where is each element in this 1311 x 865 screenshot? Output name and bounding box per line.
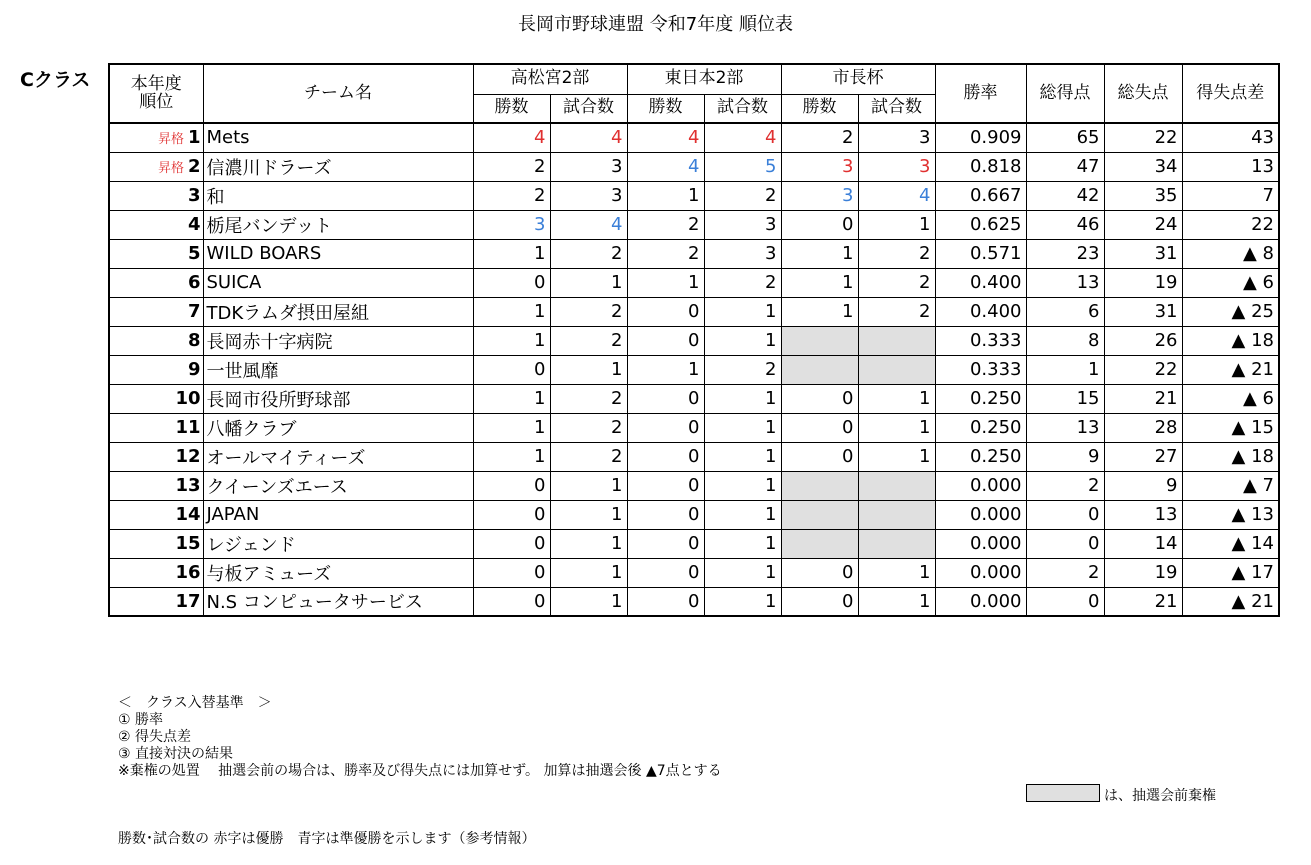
higashi-games: 1 (704, 558, 781, 587)
higashi-games: 1 (704, 297, 781, 326)
forfeit-legend-swatch (1026, 784, 1100, 802)
takamatsu-wins: 2 (473, 181, 550, 210)
rank-cell (109, 326, 203, 355)
table-row (109, 500, 1279, 529)
table-row (109, 268, 1279, 297)
table-row (109, 326, 1279, 355)
team-name: N.S コンピュータサービス (203, 587, 473, 616)
header-higashi: 東日本2部 (627, 64, 781, 94)
class-label: Cクラス (20, 69, 91, 91)
runs-against: 22 (1104, 355, 1182, 384)
runs-against: 14 (1104, 529, 1182, 558)
runs-against: 34 (1104, 152, 1182, 181)
higashi-games: 1 (704, 500, 781, 529)
takamatsu-games: 3 (550, 181, 627, 210)
rank-number: 3 (187, 185, 201, 206)
higashi-games: 1 (704, 587, 781, 616)
team-name: 与板アミューズ (203, 558, 473, 587)
higashi-wins: 0 (627, 326, 704, 355)
mayor-games: 1 (858, 587, 935, 616)
mayor-games (858, 500, 935, 529)
takamatsu-games: 2 (550, 297, 627, 326)
mayor-wins: 0 (781, 413, 858, 442)
higashi-wins: 2 (627, 239, 704, 268)
rank-cell (109, 239, 203, 268)
higashi-wins: 0 (627, 413, 704, 442)
table-row (109, 529, 1279, 558)
takamatsu-games: 1 (550, 268, 627, 297)
mayor-wins: 0 (781, 442, 858, 471)
higashi-wins: 0 (627, 384, 704, 413)
rank-cell (109, 471, 203, 500)
win-rate: 0.000 (935, 558, 1026, 587)
runs-against: 21 (1104, 384, 1182, 413)
rank-number: 1 (187, 127, 201, 149)
rank-cell (109, 384, 203, 413)
takamatsu-wins: 1 (473, 326, 550, 355)
higashi-wins: 2 (627, 210, 704, 239)
team-name: 和 (203, 181, 473, 210)
table-row (109, 210, 1279, 239)
mayor-games: 1 (858, 413, 935, 442)
runs-for: 6 (1026, 297, 1104, 326)
takamatsu-wins: 1 (473, 297, 550, 326)
color-legend-note: 勝数･試合数の 赤字は優勝 青字は準優勝を示します（参考情報） (118, 831, 536, 847)
mayor-games: 1 (858, 442, 935, 471)
rank-cell (109, 529, 203, 558)
takamatsu-wins: 0 (473, 529, 550, 558)
run-diff: ▲ 18 (1182, 326, 1279, 355)
runs-against: 22 (1104, 123, 1182, 152)
mayor-games: 2 (858, 268, 935, 297)
takamatsu-games: 1 (550, 587, 627, 616)
takamatsu-games: 3 (550, 152, 627, 181)
higashi-wins: 4 (627, 152, 704, 181)
win-rate: 0.818 (935, 152, 1026, 181)
header-run-diff: 得失点差 (1182, 64, 1279, 123)
header-runs-for: 総得点 (1026, 64, 1104, 123)
mayor-wins: 0 (781, 210, 858, 239)
higashi-games: 5 (704, 152, 781, 181)
mayor-wins (781, 326, 858, 355)
win-rate: 0.333 (935, 326, 1026, 355)
header-wins: 勝数 (627, 94, 704, 123)
rank-number: 6 (187, 272, 201, 293)
mayor-games: 3 (858, 123, 935, 152)
rank-cell (109, 123, 203, 152)
header-takamatsu: 高松宮2部 (473, 64, 627, 94)
run-diff: ▲ 21 (1182, 587, 1279, 616)
header-games: 試合数 (858, 94, 935, 123)
higashi-wins: 0 (627, 529, 704, 558)
higashi-games: 1 (704, 384, 781, 413)
higashi-games: 3 (704, 210, 781, 239)
higashi-wins: 0 (627, 558, 704, 587)
run-diff: ▲ 6 (1182, 268, 1279, 297)
rank-cell (109, 442, 203, 471)
runs-against: 35 (1104, 181, 1182, 210)
rank-cell (109, 355, 203, 384)
table-row (109, 384, 1279, 413)
takamatsu-wins: 0 (473, 558, 550, 587)
table-row (109, 297, 1279, 326)
run-diff: 13 (1182, 152, 1279, 181)
rank-number: 8 (187, 330, 201, 351)
rank-cell (109, 413, 203, 442)
run-diff: ▲ 21 (1182, 355, 1279, 384)
team-name: クイーンズエース (203, 471, 473, 500)
mayor-games (858, 529, 935, 558)
rank-cell (109, 297, 203, 326)
team-name: JAPAN (203, 500, 473, 529)
run-diff: ▲ 13 (1182, 500, 1279, 529)
higashi-games: 2 (704, 268, 781, 297)
higashi-games: 3 (704, 239, 781, 268)
runs-against: 9 (1104, 471, 1182, 500)
takamatsu-wins: 0 (473, 355, 550, 384)
mayor-wins: 1 (781, 268, 858, 297)
takamatsu-wins: 1 (473, 239, 550, 268)
runs-for: 2 (1026, 558, 1104, 587)
win-rate: 0.571 (935, 239, 1026, 268)
header-mayor: 市長杯 (781, 64, 935, 94)
header-games: 試合数 (550, 94, 627, 123)
mayor-wins: 0 (781, 587, 858, 616)
table-row (109, 413, 1279, 442)
mayor-games: 2 (858, 239, 935, 268)
team-name: WILD BOARS (203, 239, 473, 268)
runs-for: 23 (1026, 239, 1104, 268)
higashi-wins: 0 (627, 471, 704, 500)
higashi-games: 1 (704, 471, 781, 500)
rank-number: 14 (175, 504, 201, 525)
table-row (109, 181, 1279, 210)
note-line: ② 得失点差 (118, 729, 192, 745)
team-name: オールマイティーズ (203, 442, 473, 471)
mayor-games: 1 (858, 210, 935, 239)
run-diff: ▲ 8 (1182, 239, 1279, 268)
rank-number: 5 (187, 243, 201, 264)
takamatsu-games: 1 (550, 355, 627, 384)
higashi-games: 2 (704, 355, 781, 384)
win-rate: 0.400 (935, 268, 1026, 297)
rank-number: 7 (187, 301, 201, 322)
higashi-wins: 0 (627, 587, 704, 616)
win-rate: 0.625 (935, 210, 1026, 239)
mayor-wins (781, 529, 858, 558)
takamatsu-games: 2 (550, 384, 627, 413)
runs-for: 65 (1026, 123, 1104, 152)
mayor-wins: 3 (781, 181, 858, 210)
header-wins: 勝数 (781, 94, 858, 123)
runs-for: 0 (1026, 529, 1104, 558)
table-row (109, 152, 1279, 181)
mayor-games (858, 326, 935, 355)
page-title: 長岡市野球連盟 令和7年度 順位表 (518, 14, 793, 35)
table-row (109, 471, 1279, 500)
table-row (109, 355, 1279, 384)
header-games: 試合数 (704, 94, 781, 123)
header-win-rate: 勝率 (935, 64, 1026, 123)
win-rate: 0.333 (935, 355, 1026, 384)
rank-number: 13 (175, 475, 201, 496)
mayor-games: 4 (858, 181, 935, 210)
run-diff: 7 (1182, 181, 1279, 210)
runs-for: 42 (1026, 181, 1104, 210)
higashi-games: 4 (704, 123, 781, 152)
table-row (109, 587, 1279, 616)
mayor-games (858, 355, 935, 384)
higashi-games: 1 (704, 413, 781, 442)
takamatsu-games: 1 (550, 529, 627, 558)
win-rate: 0.667 (935, 181, 1026, 210)
higashi-games: 1 (704, 442, 781, 471)
win-rate: 0.000 (935, 500, 1026, 529)
mayor-wins: 1 (781, 239, 858, 268)
runs-against: 26 (1104, 326, 1182, 355)
win-rate: 0.909 (935, 123, 1026, 152)
rank-cell (109, 210, 203, 239)
takamatsu-wins: 0 (473, 500, 550, 529)
takamatsu-games: 2 (550, 239, 627, 268)
higashi-wins: 1 (627, 268, 704, 297)
takamatsu-wins: 3 (473, 210, 550, 239)
takamatsu-wins: 1 (473, 384, 550, 413)
runs-against: 19 (1104, 268, 1182, 297)
header-rank: 本年度 順位 (109, 64, 203, 123)
takamatsu-wins: 1 (473, 413, 550, 442)
header-wins: 勝数 (473, 94, 550, 123)
rank-number: 10 (175, 388, 201, 409)
promotion-badge: 昇格 (157, 132, 184, 148)
runs-for: 46 (1026, 210, 1104, 239)
run-diff: ▲ 6 (1182, 384, 1279, 413)
win-rate: 0.000 (935, 587, 1026, 616)
run-diff: ▲ 14 (1182, 529, 1279, 558)
run-diff: ▲ 7 (1182, 471, 1279, 500)
mayor-wins (781, 355, 858, 384)
rank-number: 11 (175, 417, 201, 438)
runs-for: 1 (1026, 355, 1104, 384)
team-name: Mets (203, 123, 473, 152)
takamatsu-games: 2 (550, 442, 627, 471)
run-diff: ▲ 17 (1182, 558, 1279, 587)
takamatsu-games: 2 (550, 326, 627, 355)
mayor-games: 1 (858, 558, 935, 587)
runs-for: 2 (1026, 471, 1104, 500)
rank-cell (109, 152, 203, 181)
runs-for: 47 (1026, 152, 1104, 181)
win-rate: 0.400 (935, 297, 1026, 326)
team-name: 長岡市役所野球部 (203, 384, 473, 413)
run-diff: ▲ 15 (1182, 413, 1279, 442)
runs-for: 0 (1026, 500, 1104, 529)
promotion-badge: 昇格 (157, 161, 184, 176)
table-row (109, 442, 1279, 471)
runs-for: 8 (1026, 326, 1104, 355)
takamatsu-wins: 0 (473, 471, 550, 500)
takamatsu-games: 4 (550, 123, 627, 152)
table-row (109, 123, 1279, 152)
higashi-wins: 1 (627, 355, 704, 384)
rank-number: 15 (175, 533, 201, 554)
rank-number: 9 (187, 359, 201, 380)
team-name: 長岡赤十字病院 (203, 326, 473, 355)
mayor-games: 3 (858, 152, 935, 181)
standings-table (108, 63, 1280, 617)
runs-against: 19 (1104, 558, 1182, 587)
run-diff: 43 (1182, 123, 1279, 152)
mayor-games: 1 (858, 384, 935, 413)
higashi-wins: 0 (627, 297, 704, 326)
takamatsu-wins: 0 (473, 268, 550, 297)
runs-against: 31 (1104, 297, 1182, 326)
runs-against: 21 (1104, 587, 1182, 616)
higashi-wins: 1 (627, 181, 704, 210)
rank-number: 2 (187, 156, 201, 177)
mayor-games: 2 (858, 297, 935, 326)
rank-cell (109, 500, 203, 529)
runs-against: 24 (1104, 210, 1182, 239)
note-line: ③ 直接対決の結果 (118, 746, 234, 762)
rank-cell (109, 587, 203, 616)
mayor-games (858, 471, 935, 500)
runs-against: 31 (1104, 239, 1182, 268)
takamatsu-games: 1 (550, 500, 627, 529)
run-diff: 22 (1182, 210, 1279, 239)
takamatsu-wins: 0 (473, 587, 550, 616)
runs-against: 28 (1104, 413, 1182, 442)
win-rate: 0.250 (935, 442, 1026, 471)
table-row (109, 239, 1279, 268)
run-diff: ▲ 18 (1182, 442, 1279, 471)
run-diff: ▲ 25 (1182, 297, 1279, 326)
rank-cell (109, 268, 203, 297)
takamatsu-games: 1 (550, 558, 627, 587)
win-rate: 0.250 (935, 413, 1026, 442)
higashi-games: 1 (704, 529, 781, 558)
mayor-wins: 3 (781, 152, 858, 181)
win-rate: 0.250 (935, 384, 1026, 413)
higashi-wins: 4 (627, 123, 704, 152)
win-rate: 0.000 (935, 471, 1026, 500)
team-name: TDKラムダ摂田屋組 (203, 297, 473, 326)
takamatsu-games: 1 (550, 471, 627, 500)
team-name: 信濃川ドラーズ (203, 152, 473, 181)
header-team: チーム名 (203, 64, 473, 123)
higashi-wins: 0 (627, 442, 704, 471)
runs-for: 13 (1026, 268, 1104, 297)
rank-number: 4 (187, 214, 201, 235)
runs-for: 0 (1026, 587, 1104, 616)
team-name: SUICA (203, 268, 473, 297)
mayor-wins (781, 471, 858, 500)
mayor-wins: 1 (781, 297, 858, 326)
takamatsu-games: 2 (550, 413, 627, 442)
note-line: ※棄権の処置 抽選会前の場合は、勝率及び得失点には加算せず。 加算は抽選会後 ▲7点とする (118, 763, 722, 779)
rank-number: 17 (175, 590, 201, 612)
runs-for: 15 (1026, 384, 1104, 413)
class-criteria-notes (118, 695, 722, 780)
table-row (109, 558, 1279, 587)
rank-number: 16 (175, 562, 201, 583)
header-runs-against: 総失点 (1104, 64, 1182, 123)
rank-number: 12 (175, 446, 201, 467)
runs-against: 27 (1104, 442, 1182, 471)
mayor-wins: 2 (781, 123, 858, 152)
mayor-wins (781, 500, 858, 529)
team-name: レジェンド (203, 529, 473, 558)
rank-cell (109, 558, 203, 587)
team-name: 栃尾バンデット (203, 210, 473, 239)
note-line: ＜ クラス入替基準 ＞ (118, 695, 272, 711)
takamatsu-wins: 4 (473, 123, 550, 152)
higashi-wins: 0 (627, 500, 704, 529)
team-name: 八幡クラブ (203, 413, 473, 442)
win-rate: 0.000 (935, 529, 1026, 558)
takamatsu-wins: 2 (473, 152, 550, 181)
runs-for: 13 (1026, 413, 1104, 442)
runs-for: 9 (1026, 442, 1104, 471)
team-name: 一世風靡 (203, 355, 473, 384)
takamatsu-wins: 1 (473, 442, 550, 471)
takamatsu-games: 4 (550, 210, 627, 239)
rank-cell (109, 181, 203, 210)
runs-against: 13 (1104, 500, 1182, 529)
mayor-wins: 0 (781, 384, 858, 413)
higashi-games: 2 (704, 181, 781, 210)
higashi-games: 1 (704, 326, 781, 355)
note-line: ① 勝率 (118, 712, 164, 728)
mayor-wins: 0 (781, 558, 858, 587)
forfeit-legend-text: は、抽選会前棄権 (1104, 788, 1216, 804)
